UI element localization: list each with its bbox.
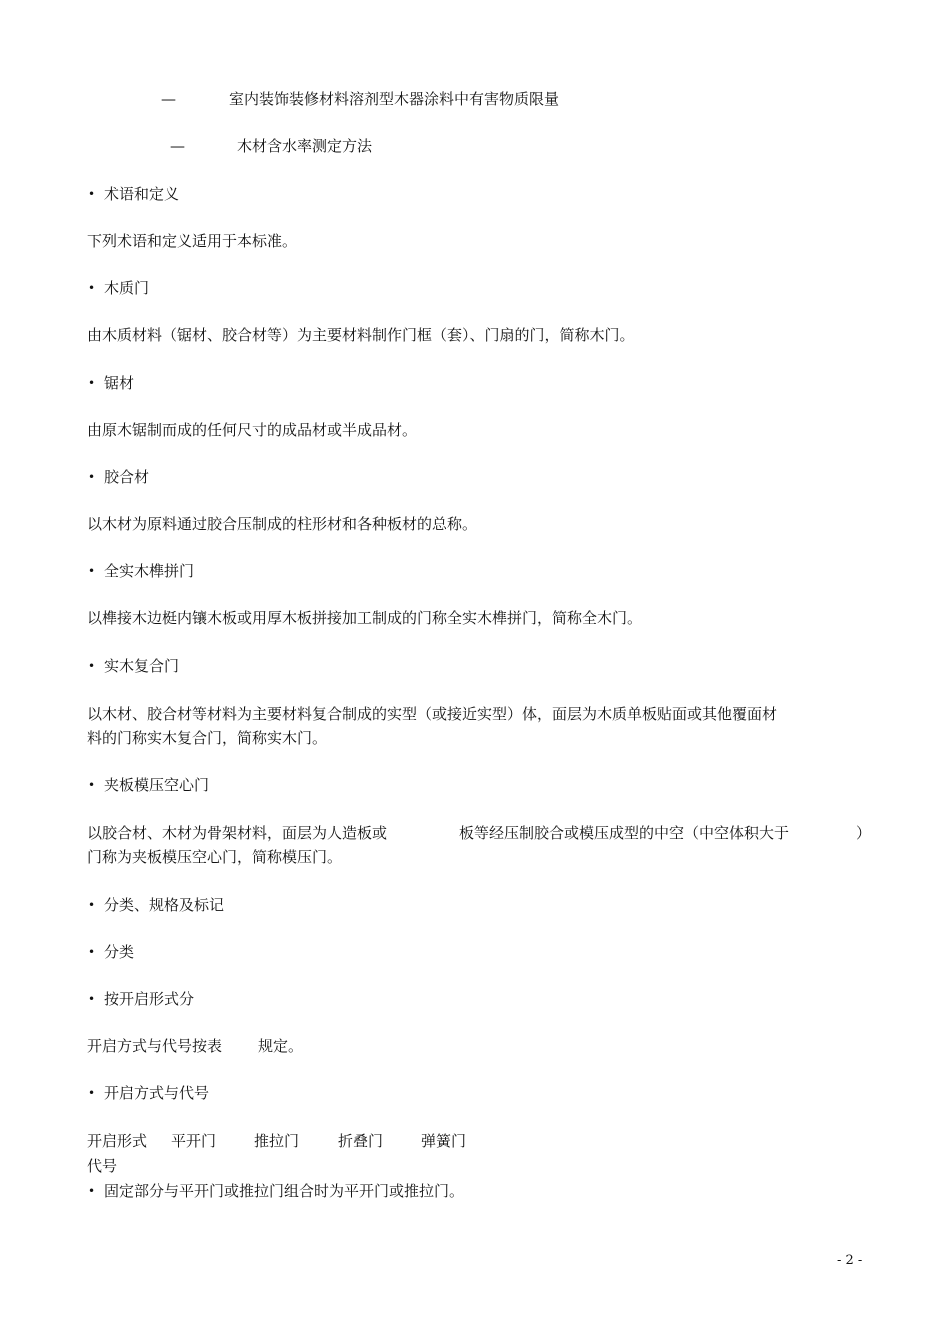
ref-title: 室内装饰装修材料溶剂型木器涂料中有害物质限量: [229, 90, 560, 108]
bullet-icon: •: [88, 470, 96, 484]
paragraph-fragment: 规定。: [258, 1037, 304, 1055]
section-intro: 下列术语和定义适用于本标准。: [87, 232, 298, 250]
section-heading: 术语和定义: [104, 185, 180, 203]
section-heading: 分类、规格及标记: [104, 896, 225, 914]
page-number: - 2 -: [837, 1253, 863, 1268]
term-heading: 夹板模压空心门: [104, 776, 210, 794]
term-definition: 以木材为原料通过胶合压制成的柱形材和各种板材的总称。: [87, 515, 478, 533]
table-caption: 开启方式与代号: [104, 1084, 210, 1102]
table-note: 固定部分与平开门或推拉门组合时为平开门或推拉门。: [104, 1182, 465, 1200]
table-row-label: 代号: [87, 1157, 118, 1175]
term-definition-fragment: 板等经压制胶合或模压成型的中空（中空体积大于: [459, 824, 790, 842]
term-heading: 锯材: [104, 374, 135, 392]
term-definition-line: 料的门称实木复合门，简称实木门。: [87, 729, 328, 747]
bullet-icon: •: [88, 187, 96, 201]
table-cell: 折叠门: [338, 1132, 384, 1150]
ref-dash: —: [170, 137, 185, 155]
table-row-label: 开启形式: [87, 1132, 148, 1150]
table-cell: 弹簧门: [421, 1132, 467, 1150]
bullet-icon: •: [88, 659, 96, 673]
table-cell: 平开门: [171, 1132, 217, 1150]
term-heading: 实木复合门: [104, 657, 180, 675]
bullet-icon: •: [88, 778, 96, 792]
bullet-icon: •: [88, 281, 96, 295]
term-heading: 全实木榫拼门: [104, 562, 195, 580]
term-definition: 由木质材料（锯材、胶合材等）为主要材料制作门框（套）、门扇的门，简称木门。: [87, 326, 635, 344]
table-cell: 推拉门: [254, 1132, 300, 1150]
subsection-heading: 分类: [104, 943, 135, 961]
term-definition: 以榫接木边梃内镶木板或用厚木板拼接加工制成的门称全实木榫拼门，简称全木门。: [87, 609, 643, 627]
bullet-icon: •: [88, 376, 96, 390]
term-definition-line: 以木材、胶合材等材料为主要材料复合制成的实型（或接近实型）体，面层为木质单板贴面或其他覆面材: [87, 705, 778, 723]
term-heading: 木质门: [104, 279, 150, 297]
bullet-icon: •: [88, 945, 96, 959]
bullet-icon: •: [88, 1184, 96, 1198]
paragraph-fragment: 开启方式与代号按表: [87, 1037, 223, 1055]
ref-dash: —: [161, 90, 176, 108]
term-definition: 由原木锯制而成的任何尺寸的成品材或半成品材。: [87, 421, 418, 439]
term-definition-line: 以胶合材、木材为骨架材料，面层为人造板或: [87, 824, 388, 842]
term-definition-fragment: ）: [856, 824, 872, 842]
bullet-icon: •: [88, 898, 96, 912]
subsubsection-heading: 按开启形式分: [104, 990, 195, 1008]
bullet-icon: •: [88, 1086, 96, 1100]
bullet-icon: •: [88, 992, 96, 1006]
term-heading: 胶合材: [104, 468, 150, 486]
ref-title: 木材含水率测定方法: [237, 137, 373, 155]
term-definition-line: 门称为夹板模压空心门，简称模压门。: [87, 848, 343, 866]
bullet-icon: •: [88, 564, 96, 578]
